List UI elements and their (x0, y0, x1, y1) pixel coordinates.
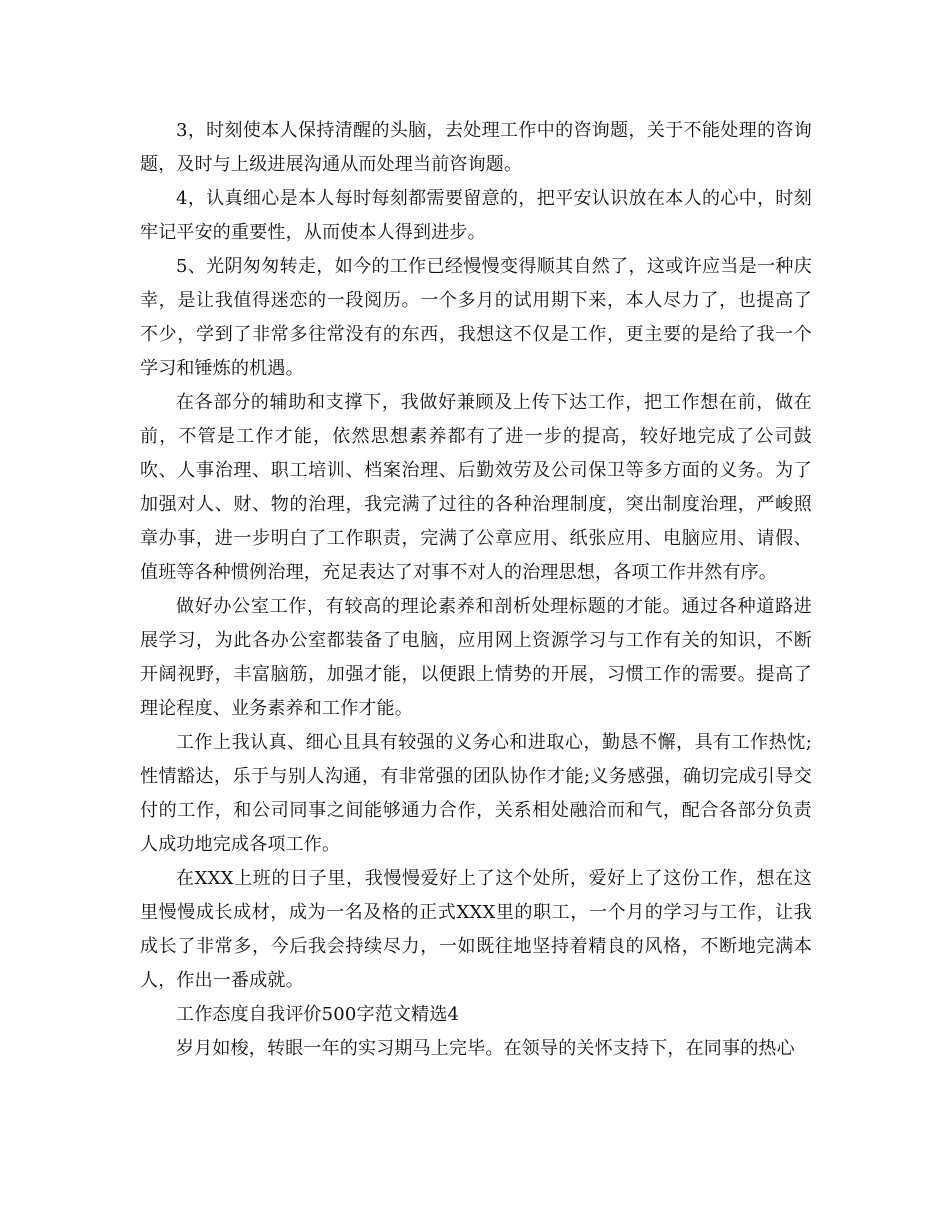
paragraph-office-work: 做好办公室工作，有较高的理论素养和剖析处理标题的才能。通过各种道路进展学习，为此各办公室都装备了电脑，应用网上资源学习与工作有关的知识，不断开阔视野，丰富脑筋，加强才能，以便跟上情势的开展，习惯工作的需要。提高了理论程度、业务素养和工作才能。 (140, 596, 812, 719)
document-body (140, 114, 812, 1066)
paragraph-internship: 岁月如梭，转眼一年的实习期马上完毕。在领导的关怀支持下，在同事的热心 (176, 1038, 795, 1059)
paragraph-item-5: 5、光阴匆匆转走，如今的工作已经慢慢变得顺其自然了，这或许应当是一种庆幸，是让我值得迷恋的一段阅历。一个多月的试用期下来，本人尽力了，也提高了不少，学到了非常多往常没有的东西，我想这不仅是工作，更主要的是给了我一个学习和锤炼的机遇。 (140, 256, 812, 379)
section-title: 工作态度自我评价500字范文精选4 (176, 1004, 460, 1025)
paragraph-item-3: 3，时刻使本人保持清醒的头脑，去处理工作中的咨询题，关于不能处理的咨询题，及时与上级进展沟通从而处理当前咨询题。 (140, 120, 812, 175)
paragraph-work-attitude: 工作上我认真、细心且具有较强的义务心和进取心，勤恳不懈，具有工作热忱;性情豁达，乐于与别人沟通，有非常强的团队协作才能;义务感强，确切完成引导交付的工作，和公司同事之间能够通力合作，关系相处融洽而和气，配合各部分负责人成功地完成各项工作。 (140, 732, 812, 855)
paragraph-department-support: 在各部分的辅助和支撑下，我做好兼顾及上传下达工作，把工作想在前，做在前，不管是工作才能，依然思想素养都有了进一步的提高，较好地完成了公司鼓吹、人事治理、职工培训、档案治理、后勤效劳及公司保卫等多方面的义务。为了加强对人、财、物的治理，我完满了过往的各种治理制度，突出制度治理，严峻照章办事，进一步明白了工作职责，完满了公章应用、纸张应用、电脑应用、请假、值班等各种惯例治理，充足表达了对事不对人的治理思想，各项工作井然有序。 (140, 392, 812, 583)
paragraph-item-4: 4，认真细心是本人每时每刻都需要留意的，把平安认识放在本人的心中，时刻牢记平安的重要性，从而使本人得到进步。 (140, 188, 812, 243)
paragraph-growth: 在XXX上班的日子里，我慢慢爱好上了这个处所，爱好上了这份工作，想在这里慢慢成长成材，成为一名及格的正式XXX里的职工，一个月的学习与工作，让我成长了非常多，今后我会持续尽力，一如既往地坚持着精良的风格，不断地完满本人，作出一番成就。 (140, 868, 812, 991)
